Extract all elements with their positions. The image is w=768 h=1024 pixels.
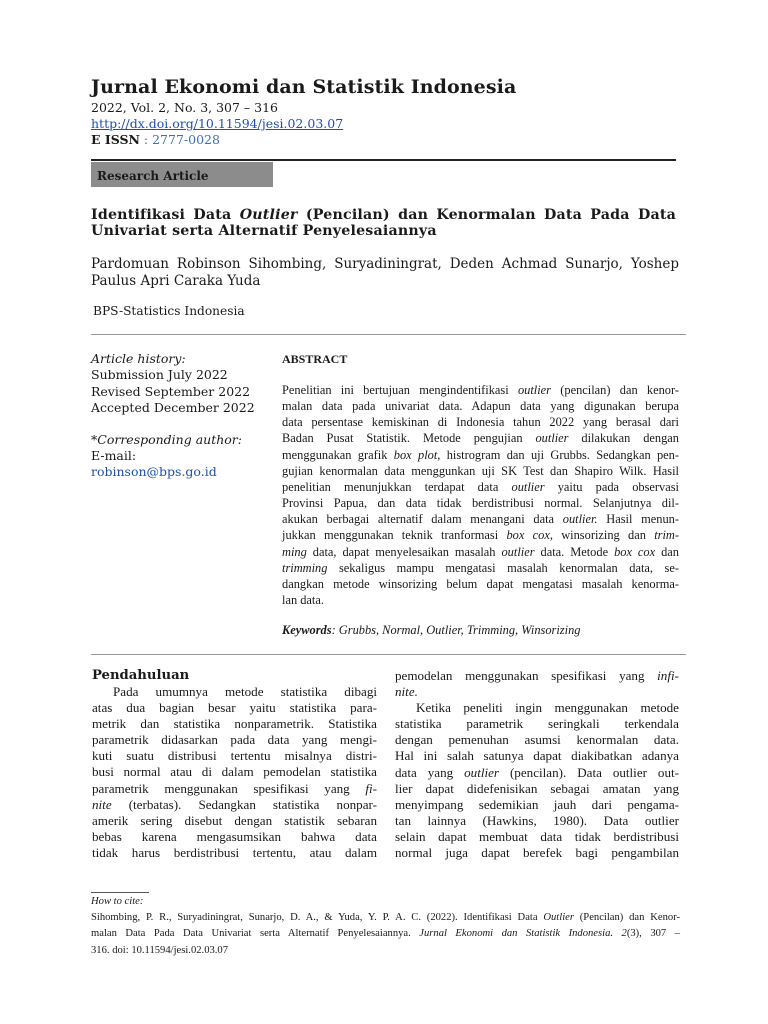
title-italic: Outlier <box>239 207 298 223</box>
abstract-line: trimming sekaligus mampu mengatasi masalah kenormalan data, se- <box>282 560 679 575</box>
keywords-label: Keywords <box>282 623 332 637</box>
journal-citation-line: 2022, Vol. 2, No. 3, 307 – 316 <box>91 100 279 115</box>
email-link[interactable]: robinson@bps.go.id <box>91 464 217 480</box>
abstract-heading: ABSTRACT <box>282 352 348 366</box>
affiliation: BPS-Statistics Indonesia <box>93 304 245 318</box>
abstract-line: ming data, dapat menyelesaikan masalah outlier data. Metode box cox dan <box>282 544 679 559</box>
section-tag <box>91 162 273 187</box>
abstract-line: menggunakan grafik box plot, histrogram dan uji Grubbs. Sedangkan pen- <box>282 447 679 462</box>
divider-bottom <box>91 654 686 655</box>
abstract-line: jukkan menggunakan teknik tranformasi box cox, winsorizing dan trim- <box>282 528 679 543</box>
journal-title: Jurnal Ekonomi dan Statistik Indonesia <box>91 76 517 98</box>
issn-label: E ISSN <box>91 132 140 147</box>
abstract-line: dangkan metode winsorizing belum dapat mengatasi masalah kenorma- <box>282 576 679 591</box>
divider-top <box>91 334 686 335</box>
title-text-2: (Pencilan) dan Kenormalan Data Pada Data Univariat serta Alternatif Penyelesaiannya <box>91 207 676 239</box>
history-heading: Article history: <box>91 351 186 366</box>
article-history <box>91 351 255 481</box>
intro-line: statistika parametrik seringkali terkendala <box>395 716 679 732</box>
intro-line: atas dua bagian besar yaitu statistika para- <box>92 700 377 716</box>
section-tag-label: Research Article <box>97 169 209 183</box>
intro-line: busi normal atau di dalam pemodelan statistika <box>92 764 377 780</box>
intro-line: normal juga dapat berefek bagi pengambilan <box>395 845 679 861</box>
intro-line: data yang outlier (pencilan). Data outlier out- <box>395 764 679 780</box>
article-title <box>91 207 676 239</box>
cite-line: malan Data Pada Data Univariat serta Alternatif Penyelesaiannya. Jurnal Ekonomi dan Statistik Indonesia. 2(3), 307 – <box>91 928 681 940</box>
history-revised: Revised September 2022 <box>91 383 251 399</box>
cite-line: 316. doi: 10.11594/jesi.02.03.07 <box>91 944 229 956</box>
intro-line: Pada umumnya metode statistika dibagi <box>113 684 377 699</box>
footnote-rule <box>91 892 149 893</box>
intro-line: dengan pemenuhan asumsi kenormalan data. <box>395 732 679 748</box>
intro-line: tidak harus berdistribusi tertentu, atau dalam <box>92 844 377 860</box>
intro-line: Hal ini salah satunya dapat diakibatkan adanya <box>395 748 679 764</box>
email-label: E-mail: <box>91 448 137 464</box>
abstract-line: lan data. <box>282 593 324 608</box>
intro-line: tan lainnya (Hawkins, 1980). Data outlier <box>395 812 679 828</box>
intro-line: parametrik didasarkan pada data yang mengi- <box>92 732 377 748</box>
header-rule <box>91 159 676 161</box>
corresponding-heading: *Corresponding author: <box>91 431 242 447</box>
abstract-line: Provinsi Papua, dan data tidak berdistribusi normal. Selanjutnya dil- <box>282 496 679 511</box>
issn-line <box>91 132 220 147</box>
abstract-line: Badan Pusat Statistik. Metode pengujian outlier dilakukan dengan <box>282 431 679 446</box>
intro-line: parametrik menggunakan spesifikasi yang fi- <box>92 780 377 796</box>
issn-value: : 2777-0028 <box>143 132 220 147</box>
intro-heading: Pendahuluan <box>92 668 190 683</box>
intro-left-column <box>92 684 377 861</box>
keywords <box>282 623 580 638</box>
history-submission: Submission July 2022 <box>91 367 228 383</box>
authors: Pardomuan Robinson Sihombing, Suryadiningrat, Deden Achmad Sunarjo, Yoshep Paulus Apri Caraka Yuda <box>91 256 679 289</box>
intro-line: nite (terbatas). Sedangkan statistika nonpar- <box>92 796 377 812</box>
abstract-body <box>282 382 679 608</box>
intro-line: amerik sering disebut dengan statistik sebaran <box>92 812 377 828</box>
abstract-line: gujian kenormalan data menggunkan uji SK Test dan Shapiro Wilk. Hasil <box>282 463 679 478</box>
cite-label: How to cite: <box>91 896 144 907</box>
cite-line: Sihombing, P. R., Suryadiningrat, Sunarjo, D. A., & Yuda, Y. P. A. C. (2022). Identifikasi Data Outlier (Pencilan) dan Kenor- <box>91 912 681 923</box>
intro-line: metrik dan statistika nonparametrik. Statistika <box>92 716 377 732</box>
intro-line: bebas karena mengasumsikan bahwa data <box>92 828 377 844</box>
doi-link[interactable]: http://dx.doi.org/10.11594/jesi.02.03.07 <box>91 116 344 131</box>
abstract-line: Penelitian ini bertujuan mengindentifikasi outlier (pencilan) dan kenor- <box>282 383 679 397</box>
title-text: Identifikasi Data <box>91 207 240 223</box>
abstract-line: data persentase kemiskinan di Indonesia tahun 2022 yang berasal dari <box>282 415 679 430</box>
history-accepted: Accepted December 2022 <box>91 400 255 416</box>
intro-line: lier dapat didefenisikan sebagai amatan yang <box>395 780 679 796</box>
intro-right-column <box>395 668 679 861</box>
abstract-line: akukan berbagai alternatif dalam menangani data outlier. Hasil menun- <box>282 512 679 527</box>
intro-line: selain dapat membuat data tidak berdistribusi <box>395 828 679 844</box>
intro-line: pemodelan menggunakan spesifikasi yang infi- <box>395 668 679 683</box>
cite-text <box>91 910 680 959</box>
intro-line: nite. <box>395 684 418 700</box>
abstract-line: malan data pada univariat data. Adapun data yang digunakan berupa <box>282 399 679 414</box>
intro-line: menyimpang sedemikian jauh dari pengama- <box>395 796 679 812</box>
abstract-line: penelitian menunjukkan terdapat data outlier yaitu pada observasi <box>282 479 679 494</box>
intro-line: kuti suatu distribusi tertentu misalnya distri- <box>92 748 377 764</box>
keywords-list: : Grubbs, Normal, Outlier, Trimming, Winsorizing <box>331 623 581 637</box>
intro-line: Ketika peneliti ingin menggunakan metode <box>416 700 679 716</box>
